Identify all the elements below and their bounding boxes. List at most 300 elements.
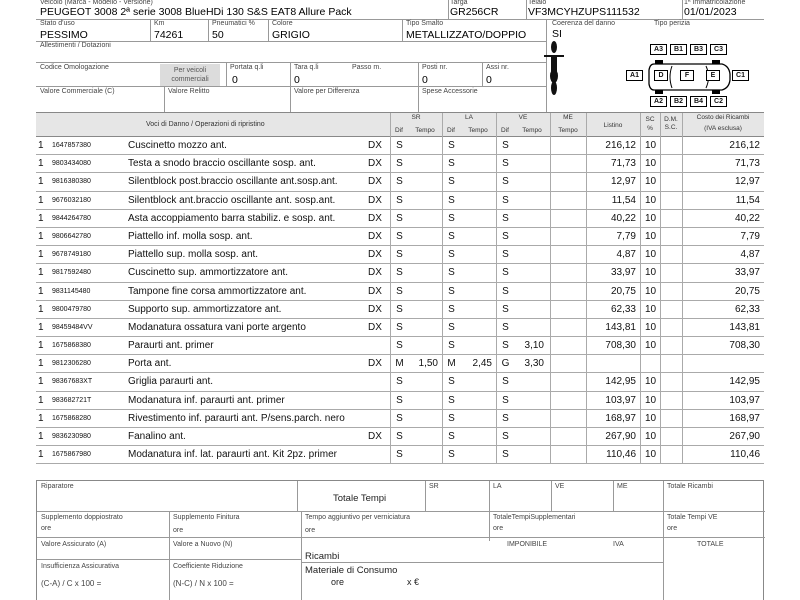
row-qty: 1 [38, 285, 44, 297]
divider [169, 511, 170, 600]
row-list-price: 7,79 [586, 228, 638, 245]
row-side: DX [368, 176, 382, 188]
row-me-time [550, 446, 584, 463]
row-ve-flag: S [496, 446, 514, 463]
table-row [36, 446, 764, 464]
row-la-flag: S [442, 428, 460, 445]
residual-label: Valore Relitto [168, 88, 210, 95]
row-sr-time [408, 301, 440, 318]
km-label: Km [154, 20, 165, 27]
row-code: 9678749180 [52, 251, 91, 259]
row-la-time [460, 155, 494, 172]
row-la-time [460, 301, 494, 318]
finish-label: Supplemento Finitura [173, 514, 240, 521]
seats-label: Posti nr. [422, 64, 448, 71]
row-ve-flag: S [496, 210, 514, 227]
paint-label: Tipo Smalto [406, 20, 444, 27]
row-qty: 1 [38, 394, 44, 406]
row-sr-flag: S [390, 373, 408, 390]
row-me-time [550, 155, 584, 172]
col-header-sc-pct: % [647, 125, 653, 132]
row-me-time [550, 355, 584, 372]
row-side: DX [368, 158, 382, 170]
row-discount: 10 [640, 301, 660, 318]
vehicle-label: Veicolo (Marca - Modello - Versione) [40, 0, 153, 6]
row-qty: 1 [38, 212, 44, 224]
row-ve-flag: S [496, 155, 514, 172]
col-header-tempo: Tempo [522, 127, 542, 134]
row-ve-flag: S [496, 392, 514, 409]
row-side: DX [368, 249, 382, 261]
col-header-dif: Dif [501, 127, 509, 134]
divider [150, 19, 151, 41]
row-ve-flag: G [496, 355, 514, 372]
row-me-time [550, 392, 584, 409]
zone-box-bottom[interactable]: B4 [690, 96, 707, 107]
consumables-label: Materiale di Consumo [305, 565, 398, 576]
nc-formula: (N-C) / N x 100 = [173, 579, 234, 588]
row-discount [640, 355, 660, 372]
col-header-dif: Dif [447, 127, 455, 134]
row-sr-flag: S [390, 210, 408, 227]
row-dm [660, 173, 682, 190]
row-me-time [550, 283, 584, 300]
row-list-price: 142,95 [586, 373, 638, 390]
row-sr-time [408, 155, 440, 172]
divider [164, 86, 165, 112]
zone-box-bottom[interactable]: A2 [650, 96, 667, 107]
color-value: GRIGIO [272, 29, 310, 41]
divider [301, 562, 663, 563]
row-me-time [550, 228, 584, 245]
row-dm [660, 137, 682, 154]
row-me-time [550, 301, 584, 318]
totals-footer [36, 480, 764, 600]
car-zone-diagram [612, 44, 752, 110]
row-me-time [550, 337, 584, 354]
row-sr-time [408, 246, 440, 263]
row-ve-flag: S [496, 173, 514, 190]
row-la-flag: S [442, 210, 460, 227]
row-qty: 1 [38, 267, 44, 279]
row-code: 9817592480 [52, 269, 91, 277]
row-sr-flag: S [390, 173, 408, 190]
row-la-time [460, 392, 494, 409]
capacity-value: 0 [232, 74, 238, 86]
divider [36, 62, 546, 63]
divider [208, 19, 209, 41]
row-parts-cost: 20,75 [682, 283, 762, 300]
row-description: Porta ant. [128, 358, 172, 370]
row-sr-flag: S [390, 446, 408, 463]
registration-value: 01/01/2023 [684, 6, 737, 18]
row-ve-flag: S [496, 410, 514, 427]
row-description: Tampone fine corsa ammortizzatore ant. [128, 285, 307, 297]
hours-unit: ore [667, 525, 678, 532]
row-dm [660, 446, 682, 463]
hours-unit: ore [493, 525, 504, 532]
row-ve-time: 3,10 [524, 340, 544, 352]
row-parts-cost: 142,95 [682, 373, 762, 390]
plate-label: Targa [450, 0, 468, 6]
row-ve-time [514, 210, 546, 227]
zone-box-left[interactable]: A1 [626, 70, 643, 81]
table-row [36, 428, 764, 446]
row-parts-cost: 216,12 [682, 137, 762, 154]
row-ve-time [514, 319, 546, 336]
axles-label: Assi nr. [486, 64, 509, 71]
row-parts-cost: 103,97 [682, 392, 762, 409]
tare-label: Tara q.li [294, 64, 319, 71]
row-description: Rivestimento inf. paraurti ant. P/sens.parch. nero [128, 412, 345, 424]
vehicle-value: PEUGEOT 3008 2ª serie 3008 BlueHDi 130 S&S EAT8 Allure Pack [40, 6, 352, 18]
row-qty: 1 [38, 321, 44, 333]
col-header-dif: Dif [395, 127, 403, 134]
table-row [36, 192, 764, 210]
row-list-price: 103,97 [586, 392, 638, 409]
row-description: Cuscinetto mozzo ant. [128, 140, 227, 151]
row-parts-cost: 4,87 [682, 246, 762, 263]
row-side [368, 373, 388, 390]
registration-label: 1ª Immatricolazione [684, 0, 746, 6]
zone-box-middle[interactable]: F [680, 70, 694, 81]
row-discount: 10 [640, 428, 660, 445]
row-ve-time [514, 301, 546, 318]
row-side: DX [368, 321, 382, 333]
table-row [36, 355, 764, 373]
divider [613, 481, 614, 511]
divider [682, 0, 683, 19]
row-side: DX [368, 303, 382, 315]
zone-box-top[interactable]: B3 [690, 44, 707, 55]
row-description: Modanatura ossatura vani porte argento [128, 321, 306, 333]
row-me-time [550, 319, 584, 336]
row-discount: 10 [640, 319, 660, 336]
row-me-time [550, 373, 584, 390]
zone-box-middle[interactable]: E [706, 70, 720, 81]
hours-unit: ore [41, 525, 52, 532]
row-description: Silentblock ant.braccio oscillante ant. sosp.ant. [128, 194, 336, 206]
row-discount: 10 [640, 446, 660, 463]
row-discount: 10 [640, 283, 660, 300]
table-row [36, 228, 764, 246]
row-la-flag: S [442, 173, 460, 190]
divider [489, 481, 490, 511]
col-header-desc: Voci di Danno / Operazioni di ripristino [146, 121, 265, 128]
accessory-label: Spese Accessorie [422, 88, 478, 95]
row-parts-cost: 708,30 [682, 337, 762, 354]
row-parts-cost: 143,81 [682, 319, 762, 336]
commercial-vehicles-box: Per veicoli commerciali [160, 64, 220, 86]
divider [551, 481, 552, 511]
repairer-label: Riparatore [41, 483, 74, 490]
row-sr-flag: S [390, 137, 408, 154]
row-me-time [550, 137, 584, 154]
row-code: 9844264780 [52, 214, 91, 222]
row-qty: 1 [38, 340, 44, 352]
row-code: 1675868280 [52, 414, 91, 422]
row-code: 9806642780 [52, 232, 91, 240]
row-la-flag: S [442, 319, 460, 336]
row-la-flag: S [442, 155, 460, 172]
row-la-flag: S [442, 137, 460, 154]
row-sr-time [408, 283, 440, 300]
row-la-flag: S [442, 446, 460, 463]
motorcycle-icon [542, 40, 566, 96]
tyres-label: Pneumatici % [212, 20, 255, 27]
chassis-label: Telaio [528, 0, 547, 6]
row-ve-flag: S [496, 264, 514, 281]
total-label: TOTALE [697, 541, 724, 548]
row-code: 9831145480 [52, 287, 91, 295]
sr-label: SR [429, 483, 439, 490]
row-discount: 10 [640, 173, 660, 190]
row-ve-time [514, 392, 546, 409]
row-sr-time [408, 410, 440, 427]
row-description: Modanatura inf. lat. paraurti ant. Kit 2pz. primer [128, 449, 337, 461]
zone-box-top[interactable]: C3 [710, 44, 727, 55]
row-parts-cost: 267,90 [682, 428, 762, 445]
row-sr-flag: S [390, 264, 408, 281]
table-row [36, 210, 764, 228]
table-body [36, 137, 764, 464]
divider [402, 19, 403, 41]
row-ve-flag: S [496, 283, 514, 300]
row-la-time [460, 337, 494, 354]
km-value: 74261 [154, 29, 184, 41]
row-sr-time [408, 337, 440, 354]
color-label: Colore [272, 20, 293, 27]
row-sr-time [408, 319, 440, 336]
row-list-price: 267,90 [586, 428, 638, 445]
row-la-flag: M [442, 355, 460, 372]
row-discount: 10 [640, 373, 660, 390]
col-header-sr: SR [411, 114, 421, 121]
divider [663, 481, 664, 600]
homologation-label: Codice Omologazione [40, 64, 109, 71]
seats-value: 0 [422, 74, 428, 86]
me-label: ME [617, 483, 628, 490]
row-la-time [460, 428, 494, 445]
row-description: Asta accoppiamento barra stabiliz. e sosp. ant. [128, 212, 336, 224]
row-parts-cost: 110,46 [682, 446, 762, 463]
row-discount: 10 [640, 246, 660, 263]
row-la-flag: S [442, 410, 460, 427]
row-description: Fanalino ant. [128, 431, 186, 442]
col-header-cost: Costo dei Ricambi [696, 114, 750, 121]
row-ve-time [514, 428, 546, 445]
survey-label: Tipo perizia [654, 20, 690, 27]
row-list-price: 11,54 [586, 192, 638, 209]
row-la-time [460, 173, 494, 190]
divider [418, 62, 419, 86]
table-row [36, 319, 764, 337]
row-list-price: 33,97 [586, 264, 638, 281]
table-row [36, 264, 764, 282]
tare-value: 0 [294, 74, 300, 86]
underinsurance-label: Insufficienza Assicurativa [41, 563, 120, 570]
row-qty: 1 [38, 176, 44, 188]
col-header-la: LA [465, 114, 473, 121]
row-discount: 10 [640, 410, 660, 427]
row-ve-time [514, 192, 546, 209]
row-la-flag: S [442, 392, 460, 409]
parts-label: Ricambi [305, 551, 340, 562]
row-dm [660, 264, 682, 281]
divider [226, 62, 227, 86]
zone-box-bottom[interactable]: C2 [710, 96, 727, 107]
row-ve-time [514, 155, 546, 172]
supplementary-times-label: TotaleTempiSupplementari [493, 514, 576, 521]
row-la-time [460, 210, 494, 227]
row-sr-flag: M [390, 355, 408, 372]
row-list-price: 40,22 [586, 210, 638, 227]
divider [418, 86, 419, 112]
row-parts-cost: 7,79 [682, 228, 762, 245]
row-sr-time [408, 264, 440, 281]
capacity-label: Portata q.li [230, 64, 264, 71]
col-header-ve: VE [518, 114, 528, 121]
row-code: 9816380380 [52, 178, 91, 186]
row-me-time [550, 210, 584, 227]
row-side: DX [368, 212, 382, 224]
row-qty: 1 [38, 449, 44, 461]
row-la-time [460, 319, 494, 336]
row-qty: 1 [38, 158, 44, 170]
row-side [368, 446, 388, 463]
coherence-value: SI [552, 28, 562, 40]
ca-formula: (C-A) / C x 100 = [41, 579, 102, 588]
zone-box-middle[interactable]: D [654, 70, 668, 81]
damage-items-table [36, 112, 764, 464]
row-la-flag: S [442, 337, 460, 354]
row-code: 98459484VV [52, 323, 93, 331]
row-list-price: 4,87 [586, 246, 638, 263]
ve-label: VE [555, 483, 565, 490]
col-header-cost-note: (IVA esclusa) [704, 125, 742, 132]
row-dm [660, 301, 682, 318]
row-side: DX [368, 358, 382, 370]
row-sr-time [408, 192, 440, 209]
row-side: DX [368, 285, 382, 297]
row-dm [660, 246, 682, 263]
row-list-price: 708,30 [586, 337, 638, 354]
taxable-label: IMPONIBILE [507, 541, 548, 548]
row-list-price: 216,12 [586, 137, 638, 154]
row-list-price: 62,33 [586, 301, 638, 318]
row-ve-time [514, 446, 546, 463]
divider [290, 86, 291, 112]
row-sr-flag: S [390, 428, 408, 445]
paint-value: METALLIZZATO/DOPPIO [406, 29, 527, 41]
row-discount: 10 [640, 264, 660, 281]
row-dm [660, 337, 682, 354]
divider [448, 0, 449, 19]
axles-value: 0 [486, 74, 492, 86]
row-discount: 10 [640, 155, 660, 172]
row-side: DX [368, 140, 382, 151]
row-ve-flag: S [496, 246, 514, 263]
zone-box-top[interactable]: A3 [650, 44, 667, 55]
row-parts-cost: 71,73 [682, 155, 762, 172]
table-row [36, 173, 764, 191]
row-discount: 10 [640, 228, 660, 245]
row-sr-flag: S [390, 246, 408, 263]
row-la-time [460, 228, 494, 245]
total-parts-label: Totale Ricambi [667, 483, 713, 490]
row-sr-flag: S [390, 337, 408, 354]
row-side: DX [368, 431, 382, 442]
zone-box-right[interactable]: C1 [732, 70, 749, 81]
hours-unit: ore [331, 577, 345, 587]
row-side: DX [368, 230, 382, 242]
row-description: Piattello sup. molla sosp. ant. [128, 249, 259, 261]
row-qty: 1 [38, 412, 44, 424]
col-header-tempo: Tempo [558, 127, 578, 134]
row-la-time [460, 246, 494, 263]
row-la-time: 2,45 [472, 358, 492, 370]
row-la-flag: S [442, 373, 460, 390]
row-sr-flag: S [390, 155, 408, 172]
row-ve-flag: S [496, 319, 514, 336]
row-side: DX [368, 267, 382, 279]
row-sr-time [408, 228, 440, 245]
table-row [36, 373, 764, 391]
row-parts-cost: 168,97 [682, 410, 762, 427]
row-list-price [586, 355, 638, 372]
row-description: Testa a snodo braccio oscillante sosp. ant. [128, 158, 316, 170]
row-qty: 1 [38, 140, 44, 151]
row-discount: 10 [640, 137, 660, 154]
row-qty: 1 [38, 431, 44, 442]
row-me-time [550, 410, 584, 427]
options-label: Allestimenti / Dotazioni [40, 42, 111, 49]
reduction-coeff-label: Coefficiente Riduzione [173, 563, 243, 570]
row-code: 9803434080 [52, 160, 91, 168]
chassis-value: VF3MCYHZUPS111532 [528, 6, 640, 18]
divider [482, 62, 483, 86]
row-sr-flag: S [390, 283, 408, 300]
divider [37, 537, 765, 538]
zone-box-top[interactable]: B1 [670, 44, 687, 55]
row-qty: 1 [38, 230, 44, 242]
row-qty: 1 [38, 303, 44, 315]
row-discount: 10 [640, 392, 660, 409]
row-code: 9836230980 [52, 433, 91, 440]
row-ve-time: 3,30 [524, 358, 544, 370]
row-parts-cost: 12,97 [682, 173, 762, 190]
row-ve-time [514, 410, 546, 427]
zone-box-bottom[interactable]: B2 [670, 96, 687, 107]
row-la-time [460, 264, 494, 281]
row-code: 98367683XT [52, 378, 93, 386]
divider [37, 511, 765, 512]
row-la-time [460, 446, 494, 463]
divider [37, 559, 301, 560]
row-la-flag: S [442, 228, 460, 245]
commercial-value-label: Valore Commerciale (C) [40, 88, 115, 95]
row-sr-time [408, 210, 440, 227]
row-sr-flag: S [390, 319, 408, 336]
row-sr-time [408, 446, 440, 463]
difference-label: Valore per Differenza [294, 88, 360, 95]
row-side: DX [368, 194, 382, 206]
col-header-dm: D.M. [664, 116, 678, 123]
row-dm [660, 373, 682, 390]
row-parts-cost: 62,33 [682, 301, 762, 318]
row-sr-time [408, 392, 440, 409]
row-la-time [460, 283, 494, 300]
